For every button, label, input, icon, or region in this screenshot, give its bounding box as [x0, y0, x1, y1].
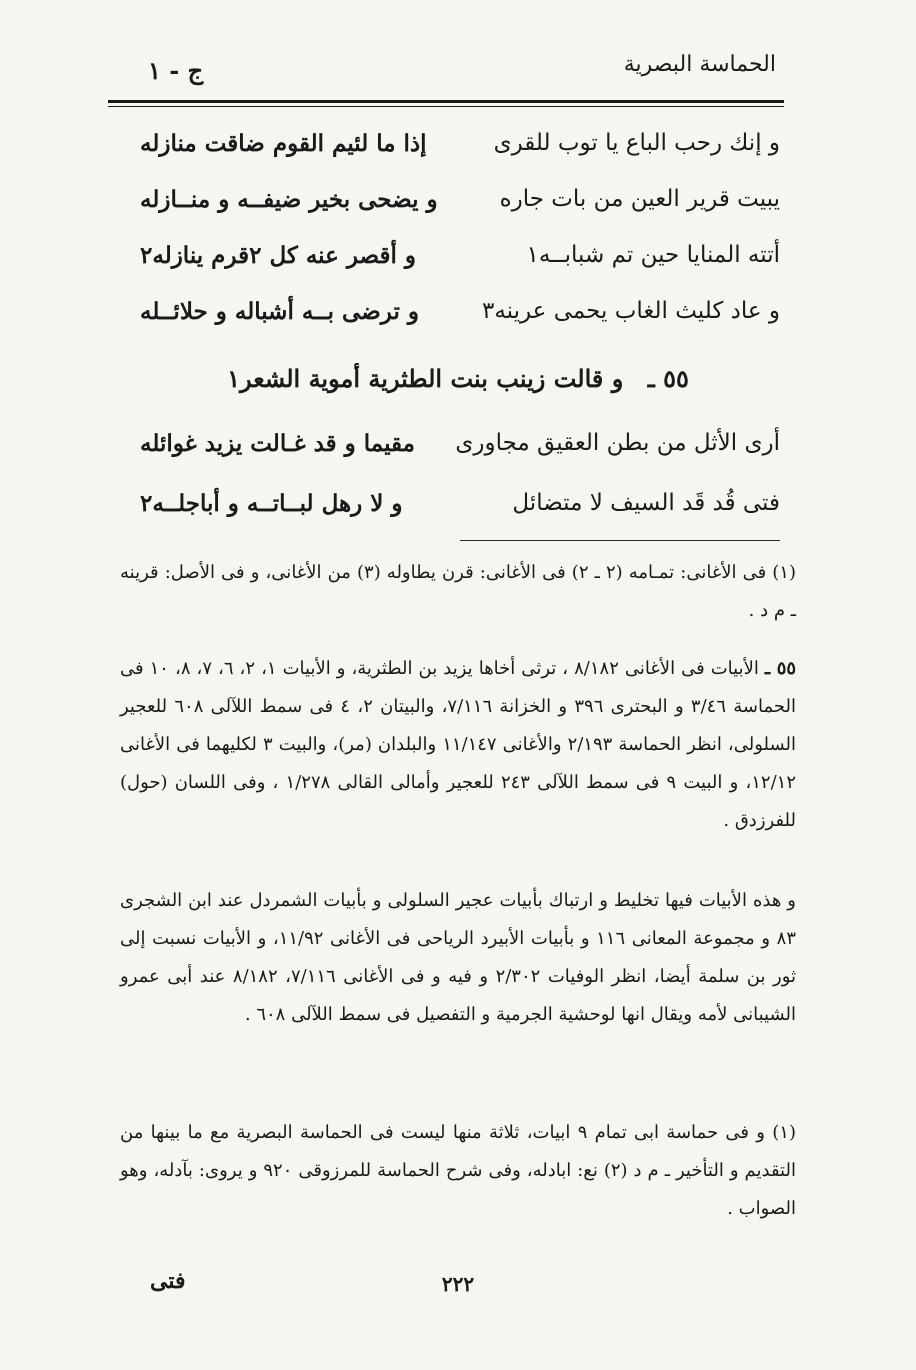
second-hemistich: و يضحى بخير ضيفــه و منــازله — [140, 186, 438, 213]
page-number: ٢٢٢ — [441, 1272, 475, 1296]
verse-line — [120, 130, 780, 170]
verse-line — [120, 186, 780, 226]
first-hemistich: و عاد كليث الغاب يحمى عرينه٣ — [481, 298, 780, 324]
second-hemistich: و ترضى بــه أشباله و حلائــله — [140, 298, 419, 325]
header-rule-thick — [108, 100, 784, 103]
running-title: الحماسة البصرية — [623, 52, 776, 77]
footnote-current-poem: (١) و فى حماسة ابى تمام ٩ ابيات، ثلاثة منها ليست فى الحماسة البصرية مع ما بينها من التقديم و التأخير ـ م د (٢) نع: ابادله، وفى شرح الحماسة للمرزوقى ٩٢٠ و يروى: بآدله، وهو الصواب . — [120, 1122, 796, 1219]
footnote-55-label: ٥٥ ـ — [764, 658, 797, 679]
poem-heading — [0, 364, 916, 393]
poem-number: ٥٥ ـ — [647, 364, 689, 393]
verse-line — [120, 430, 780, 470]
verse-line — [120, 490, 780, 530]
footnote-divider — [460, 540, 780, 541]
catchword: فتى — [150, 1268, 186, 1294]
verse-line — [120, 298, 780, 338]
footnote-55-text: الأبيات فى الأغانى ٨/١٨٢ ، ترثى أخاها يزيد بن الطثرية، و الأبيات ١، ٢، ٦، ٧، ٨، ١٠ فى الحماسة ٣/٤٦ و البحترى ٣٩٦ و الخزانة ٧/١١٦، والبيتان ٢، ٤ فى سمط اللآلى ٦٠٨ للعجير السلولى، انظر الحماسة ٢/١٩٣ والأغانى ١١/١٤٧ والبلدان (مر)، والبيت ٣ لكليهما فى الأغانى ١٢/١٢، و البيت ٩ فى سمط اللآلى ٢٤٣ للعجير وأمالى القالى ١/٢٧٨ ، وفى اللسان (حول) للفرزدق . — [120, 658, 797, 831]
first-hemistich: فتى قُد قَد السيف لا متضائل — [512, 490, 780, 516]
first-hemistich: و إنك رحب الباع يا توب للقرى — [493, 130, 780, 156]
footnote-previous-poem: (١) فى الأغانى: تمـامه (٢ ـ ٢) فى الأغانى: قرن يطاوله (٣) من الأغانى، و فى الأصل: قرينه ـ م د . — [120, 562, 796, 621]
volume-label: ج - ١ — [148, 56, 204, 85]
second-hemistich: مقيما و قد غـالت يزيد غوائله — [140, 430, 415, 457]
second-hemistich: و لا رهل لبــاتــه و أباجلــه٢ — [140, 490, 403, 517]
footnote-paragraph: و هذه الأبيات فيها تخليط و ارتباك بأبيات عجير السلولى و بأبيات الشمردل عند ابن الشجرى ٨٣ و مجموعة المعانى ١١٦ و بأبيات الأبيرد الرياحى فى الأغانى ١١/٩٢، و الأبيات نسبت إلى ثور بن سلمة أيضا، انظر الوفيات ٢/٣٠٢ و فيه و فى الأغانى ٧/١١٦، ٨/١٨٢ عند أبى عمرو الشيبانى لأمه ويقال انها لوحشية الجرمية و التفصيل فى سمط اللآلى ٦٠٨ . — [120, 890, 797, 1025]
second-hemistich: و أقصر عنه كل ٢قرم ينازله٢ — [140, 242, 416, 269]
first-hemistich: يبيت قرير العين من بات جاره — [499, 186, 780, 212]
footnote-55 — [120, 650, 796, 840]
verse-line — [120, 242, 780, 282]
first-hemistich: أرى الأثل من بطن العقيق مجاورى — [455, 430, 780, 456]
second-hemistich: إذا ما لئيم القوم ضاقت منازله — [140, 130, 427, 157]
header-rule-thin — [108, 106, 784, 107]
first-hemistich: أتته المنايا حين تم شبابــه١ — [526, 242, 780, 268]
poem-title: و قالت زينب بنت الطثرية أموية الشعر١ — [227, 364, 624, 393]
